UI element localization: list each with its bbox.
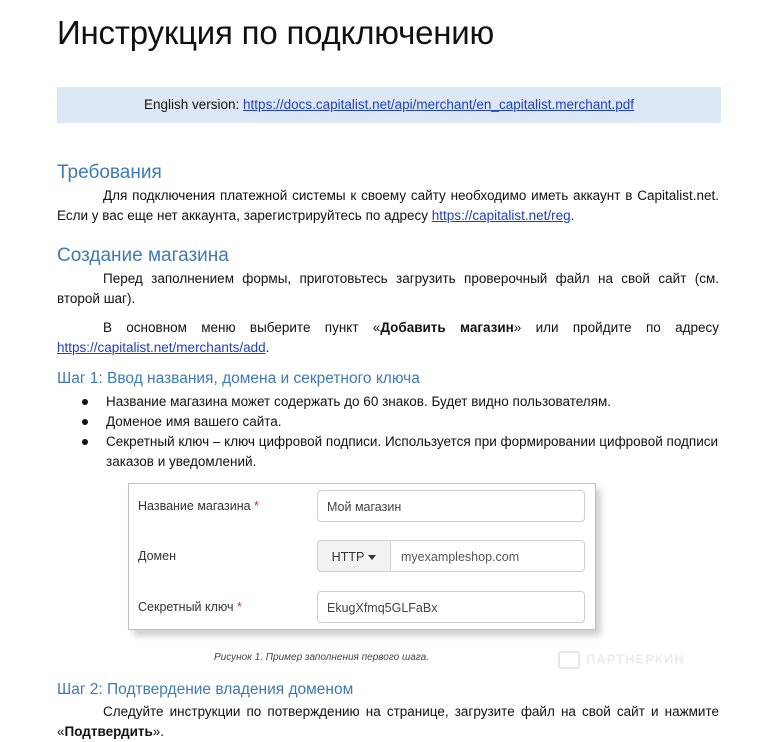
secret-key-label (138, 600, 242, 614)
create-shop-text-1: Перед заполнением формы, приготовьтесь загрузить проверочный файл на свой сайт (см. второй шаг). (57, 271, 719, 306)
required-mark: * (254, 499, 259, 513)
requirements-paragraph (57, 186, 719, 226)
secret-key-row (129, 591, 595, 625)
register-link[interactable]: https://capitalist.net/reg (431, 208, 571, 223)
shop-name-label (138, 499, 259, 513)
protocol-dropdown[interactable] (317, 540, 390, 572)
bullet-text: Секретный ключ – ключ цифровой подписи. Используется при формировании цифровой подписи заказов и уведомлений. (106, 434, 719, 469)
list-item (57, 412, 719, 432)
form-screenshot (128, 483, 596, 630)
domain-input[interactable]: myexampleshop.com (390, 540, 585, 572)
secret-key-label-text: Секретный ключ (138, 600, 234, 614)
create-shop-text-2: В основном меню выберите пункт « (103, 320, 381, 335)
figure-caption: Рисунок 1. Пример заполнения первого шага. (214, 652, 430, 663)
list-item (57, 432, 719, 472)
caret-down-icon (368, 555, 376, 560)
list-item (57, 392, 719, 412)
requirements-text: Для подключения платежной системы к своему сайту необходимо иметь аккаунт в Capitalist.net. Если у вас еще нет аккаунта, зарегистрируйтесь по адресу (57, 188, 719, 223)
requirements-heading: Требования (57, 162, 162, 183)
create-shop-heading: Создание магазина (57, 245, 229, 266)
bullet-text: Название магазина может содержать до 60 знаков. Будет видно пользователям. (106, 394, 612, 409)
confirm-button-reference: Подтвердить (64, 724, 153, 739)
english-version-link[interactable]: https://docs.capitalist.net/api/merchant/en_capitalist.merchant.pdf (243, 97, 635, 112)
english-version-label: English version: (143, 97, 244, 112)
add-shop-menu-item: Добавить магазин (380, 320, 514, 335)
requirements-text-end: . (570, 208, 575, 223)
protocol-value: HTTP (331, 550, 365, 564)
step2-text-end: ». (152, 724, 165, 739)
merchants-add-link[interactable]: https://capitalist.net/merchants/add (57, 340, 266, 355)
domain-row (129, 540, 595, 574)
english-version-banner (57, 87, 721, 123)
required-mark: * (237, 600, 242, 614)
create-shop-text-end: . (265, 340, 270, 355)
shop-name-row (129, 490, 595, 524)
create-shop-paragraph-2 (57, 318, 719, 358)
shop-name-label-text: Название магазина (138, 499, 251, 513)
watermark (558, 651, 685, 669)
domain-label: Домен (138, 549, 177, 563)
watermark-text: ПАРТНЕРКИН (586, 651, 685, 667)
step2-paragraph (57, 702, 719, 742)
bullet-text: Доменое имя вашего сайта. (106, 414, 282, 429)
create-shop-text-3: » или пройдите по адресу (513, 320, 719, 335)
step2-text: Следуйте инструкции по потверждению на странице, загрузите файл на свой сайт и нажмите « (57, 704, 719, 739)
page-title: Инструкция по подключению (57, 14, 495, 51)
chat-icon (558, 651, 580, 669)
shop-name-input[interactable]: Мой магазин (317, 490, 585, 522)
create-shop-paragraph-1 (57, 269, 719, 309)
secret-key-input[interactable]: EkugXfmq5GLFaBx (317, 591, 585, 623)
step1-heading: Шаг 1: Ввод названия, домена и секретного ключа (57, 370, 420, 387)
step2-heading: Шаг 2: Подтвердение владения доменом (57, 681, 354, 698)
step1-bullet-list (57, 392, 719, 472)
